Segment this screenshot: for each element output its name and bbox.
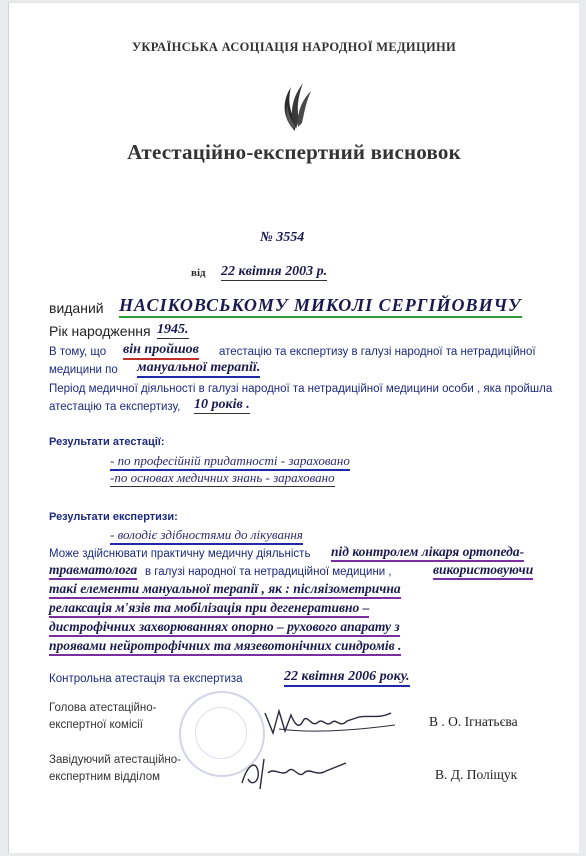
issue-date: 22 квітня 2003 р. — [221, 264, 328, 279]
practice-line2-hand2: використовуючи — [433, 562, 533, 580]
signatory-2-name: В. Д. Поліщук — [435, 767, 518, 782]
para1-middle: атестацію та експертизу в галузі народної та нетрадиційної — [219, 346, 536, 358]
attestation-item-2: -по основах медичних знань - зараховано — [110, 470, 335, 485]
signatory-1-name: В . О. Ігнатьєва — [429, 714, 518, 729]
para1-prefix: В тому, що — [49, 346, 107, 358]
practice-line2-hand: травматолога — [49, 562, 137, 580]
practice-line6: проявами нейротрофічних та мязевотонічних синдромів . — [49, 638, 401, 656]
specialty: мануальної терапії. — [137, 360, 260, 378]
birth-year: 1945. — [157, 322, 189, 337]
practice-line4: релаксація м'язів та мобілізація при дегенеративно – — [49, 600, 369, 618]
control-label: Контрольна атестація та експертиза — [49, 673, 243, 685]
practice-line3: такі елементи мануальної терапії , як : післяізометрична — [49, 581, 401, 599]
period-years: 10 років . — [194, 397, 250, 412]
period-line2-prefix: атестацію та експертизу, — [49, 401, 181, 413]
signatory-1-role-line1: Голова атестаційно- — [49, 702, 157, 714]
passed-text: він пройшов — [123, 342, 199, 360]
signatory-2-role-line1: Завідуючий атестаційно- — [49, 754, 181, 766]
expertise-item: - володіє здібностями до лікування — [110, 527, 303, 545]
recipient-name: НАСІКОВСЬКОМУ МИКОЛІ СЕРГІЙОВИЧУ — [119, 295, 522, 318]
attestation-heading: Результати атестації: — [49, 436, 165, 448]
document-number: № 3554 — [260, 230, 305, 245]
practice-line1-prefix: Може здійснювати практичну медичну діяльність — [49, 548, 311, 560]
association-name: УКРАЇНСЬКА АСОЦІАЦІЯ НАРОДНОЇ МЕДИЦИНИ — [131, 40, 457, 54]
practice-line1-hand: під контролем лікаря ортопеда- — [331, 544, 524, 562]
practice-line2-mid: в галузі народної та нетрадиційної медицини , — [145, 566, 392, 578]
signature-2-icon — [234, 753, 354, 793]
attestation-item-1: - по професійній придатності - зараховано — [110, 453, 350, 471]
para1-line2-prefix: медицини по — [49, 364, 118, 376]
signature-1-icon — [259, 703, 399, 739]
practice-line5: дистрофічних захворюваннях опорно – рухового апарату з — [49, 619, 400, 637]
flame-logo-icon — [277, 73, 313, 133]
expertise-heading: Результати експертизи: — [49, 511, 178, 523]
control-date: 22 квітня 2006 року. — [284, 669, 410, 687]
signatory-2-role-line2: експертним відділом — [49, 771, 160, 783]
birth-year-label: Рік народження — [49, 323, 151, 339]
issued-label: виданий — [49, 300, 104, 316]
date-label: від — [191, 267, 206, 279]
period-line1: Період медичної діяльності в галузі народної та нетрадиційної медицини особи , яка пройшла — [49, 383, 553, 395]
signatory-1-role-line2: експертної комісії — [49, 719, 143, 731]
document-title: Атестаційно-експертний висновок — [127, 140, 461, 164]
certificate-page — [8, 2, 579, 853]
